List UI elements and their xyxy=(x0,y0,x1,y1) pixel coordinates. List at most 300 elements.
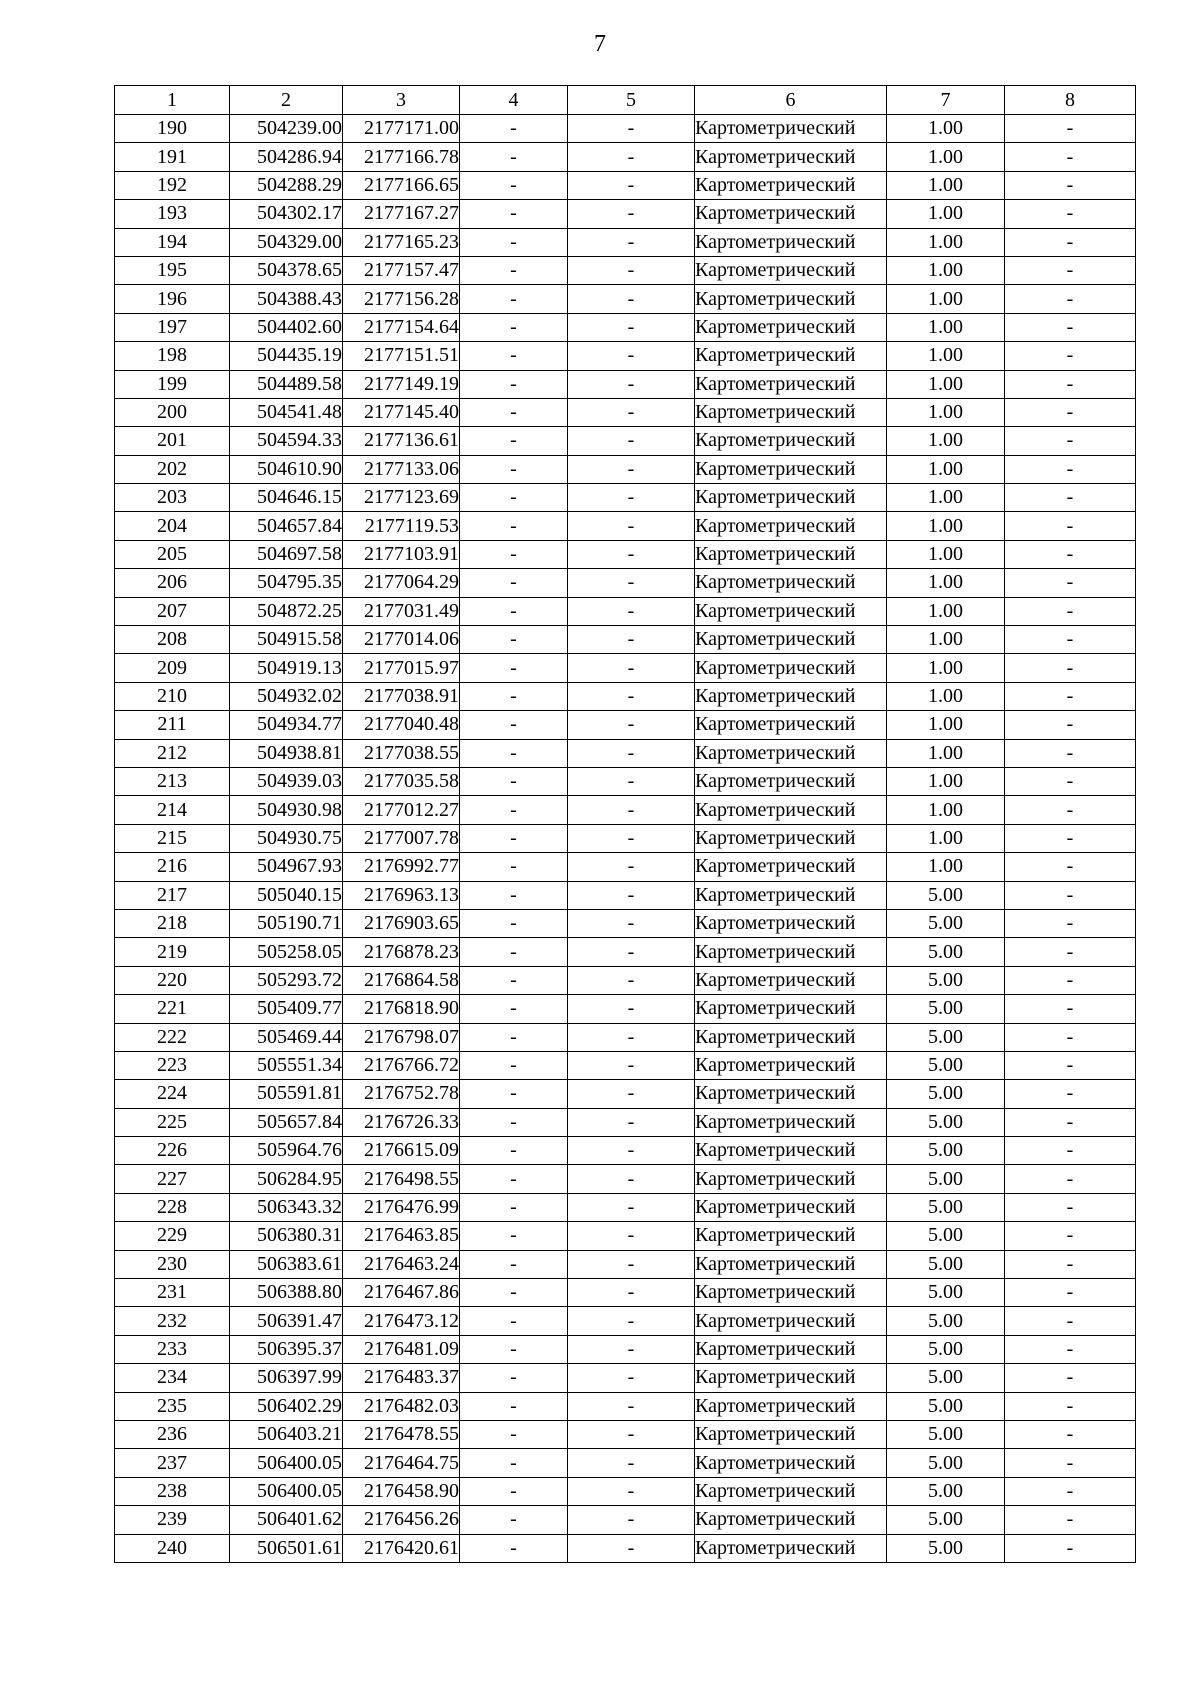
x-coordinate-cell: 504932.02 xyxy=(230,682,343,710)
col5-cell: - xyxy=(568,796,695,824)
y-coordinate-cell: 2176963.13 xyxy=(343,881,460,909)
method-cell: Картометрический xyxy=(695,313,887,341)
x-coordinate-cell: 506383.61 xyxy=(230,1250,343,1278)
accuracy-cell: 5.00 xyxy=(887,966,1005,994)
point-number-cell: 200 xyxy=(115,398,230,426)
col4-cell: - xyxy=(460,313,568,341)
point-number-cell: 205 xyxy=(115,540,230,568)
accuracy-cell: 1.00 xyxy=(887,853,1005,881)
col5-cell: - xyxy=(568,228,695,256)
accuracy-cell: 1.00 xyxy=(887,796,1005,824)
table-row xyxy=(115,938,1136,966)
method-cell: Картометрический xyxy=(695,115,887,143)
accuracy-cell: 5.00 xyxy=(887,1392,1005,1420)
point-number-cell: 215 xyxy=(115,824,230,852)
col8-cell: - xyxy=(1005,540,1136,568)
accuracy-cell: 1.00 xyxy=(887,626,1005,654)
method-cell: Картометрический xyxy=(695,824,887,852)
table-row xyxy=(115,1165,1136,1193)
y-coordinate-cell: 2176463.24 xyxy=(343,1250,460,1278)
y-coordinate-cell: 2176903.65 xyxy=(343,909,460,937)
method-cell: Картометрический xyxy=(695,398,887,426)
accuracy-cell: 1.00 xyxy=(887,824,1005,852)
point-number-cell: 214 xyxy=(115,796,230,824)
col8-cell: - xyxy=(1005,313,1136,341)
point-number-cell: 226 xyxy=(115,1137,230,1165)
accuracy-cell: 1.00 xyxy=(887,285,1005,313)
accuracy-cell: 5.00 xyxy=(887,1449,1005,1477)
point-number-cell: 194 xyxy=(115,228,230,256)
y-coordinate-cell: 2176798.07 xyxy=(343,1023,460,1051)
col5-cell: - xyxy=(568,1364,695,1392)
method-cell: Картометрический xyxy=(695,540,887,568)
col4-cell: - xyxy=(460,1279,568,1307)
col5-cell: - xyxy=(568,1051,695,1079)
table-row xyxy=(115,200,1136,228)
col5-cell: - xyxy=(568,1108,695,1136)
col4-cell: - xyxy=(460,711,568,739)
method-cell: Картометрический xyxy=(695,1279,887,1307)
y-coordinate-cell: 2177166.78 xyxy=(343,143,460,171)
col8-cell: - xyxy=(1005,398,1136,426)
method-cell: Картометрический xyxy=(695,370,887,398)
table-row xyxy=(115,597,1136,625)
column-header: 2 xyxy=(230,86,343,115)
x-coordinate-cell: 505409.77 xyxy=(230,995,343,1023)
y-coordinate-cell: 2177007.78 xyxy=(343,824,460,852)
col4-cell: - xyxy=(460,228,568,256)
table-row xyxy=(115,1534,1136,1562)
table-row xyxy=(115,1250,1136,1278)
x-coordinate-cell: 506284.95 xyxy=(230,1165,343,1193)
x-coordinate-cell: 504388.43 xyxy=(230,285,343,313)
col4-cell: - xyxy=(460,200,568,228)
accuracy-cell: 1.00 xyxy=(887,455,1005,483)
x-coordinate-cell: 506391.47 xyxy=(230,1307,343,1335)
table-row xyxy=(115,256,1136,284)
col4-cell: - xyxy=(460,370,568,398)
col8-cell: - xyxy=(1005,484,1136,512)
point-number-cell: 225 xyxy=(115,1108,230,1136)
col5-cell: - xyxy=(568,966,695,994)
col4-cell: - xyxy=(460,1222,568,1250)
x-coordinate-cell: 505293.72 xyxy=(230,966,343,994)
point-number-cell: 227 xyxy=(115,1165,230,1193)
point-number-cell: 232 xyxy=(115,1307,230,1335)
method-cell: Картометрический xyxy=(695,711,887,739)
col4-cell: - xyxy=(460,739,568,767)
x-coordinate-cell: 506380.31 xyxy=(230,1222,343,1250)
col4-cell: - xyxy=(460,654,568,682)
col5-cell: - xyxy=(568,1534,695,1562)
point-number-cell: 211 xyxy=(115,711,230,739)
accuracy-cell: 1.00 xyxy=(887,767,1005,795)
method-cell: Картометрический xyxy=(695,938,887,966)
accuracy-cell: 1.00 xyxy=(887,711,1005,739)
col4-cell: - xyxy=(460,1307,568,1335)
col8-cell: - xyxy=(1005,1080,1136,1108)
col5-cell: - xyxy=(568,711,695,739)
col5-cell: - xyxy=(568,938,695,966)
col4-cell: - xyxy=(460,1080,568,1108)
y-coordinate-cell: 2176476.99 xyxy=(343,1193,460,1221)
y-coordinate-cell: 2177166.65 xyxy=(343,171,460,199)
y-coordinate-cell: 2177031.49 xyxy=(343,597,460,625)
method-cell: Картометрический xyxy=(695,1420,887,1448)
col8-cell: - xyxy=(1005,1137,1136,1165)
col4-cell: - xyxy=(460,540,568,568)
y-coordinate-cell: 2177136.61 xyxy=(343,427,460,455)
point-number-cell: 229 xyxy=(115,1222,230,1250)
table-row xyxy=(115,1108,1136,1136)
x-coordinate-cell: 506402.29 xyxy=(230,1392,343,1420)
col8-cell: - xyxy=(1005,739,1136,767)
x-coordinate-cell: 506403.21 xyxy=(230,1420,343,1448)
method-cell: Картометрический xyxy=(695,484,887,512)
col4-cell: - xyxy=(460,597,568,625)
point-number-cell: 219 xyxy=(115,938,230,966)
table-row xyxy=(115,512,1136,540)
x-coordinate-cell: 504930.98 xyxy=(230,796,343,824)
y-coordinate-cell: 2176818.90 xyxy=(343,995,460,1023)
point-number-cell: 192 xyxy=(115,171,230,199)
x-coordinate-cell: 504938.81 xyxy=(230,739,343,767)
accuracy-cell: 1.00 xyxy=(887,370,1005,398)
y-coordinate-cell: 2176420.61 xyxy=(343,1534,460,1562)
col8-cell: - xyxy=(1005,455,1136,483)
col5-cell: - xyxy=(568,427,695,455)
x-coordinate-cell: 505591.81 xyxy=(230,1080,343,1108)
col8-cell: - xyxy=(1005,143,1136,171)
x-coordinate-cell: 504329.00 xyxy=(230,228,343,256)
col5-cell: - xyxy=(568,285,695,313)
col8-cell: - xyxy=(1005,342,1136,370)
x-coordinate-cell: 504435.19 xyxy=(230,342,343,370)
point-number-cell: 190 xyxy=(115,115,230,143)
table-row xyxy=(115,1335,1136,1363)
col8-cell: - xyxy=(1005,512,1136,540)
point-number-cell: 221 xyxy=(115,995,230,1023)
table-row xyxy=(115,1364,1136,1392)
col5-cell: - xyxy=(568,767,695,795)
y-coordinate-cell: 2177145.40 xyxy=(343,398,460,426)
col4-cell: - xyxy=(460,1051,568,1079)
y-coordinate-cell: 2177151.51 xyxy=(343,342,460,370)
table-row xyxy=(115,767,1136,795)
col5-cell: - xyxy=(568,1080,695,1108)
col4-cell: - xyxy=(460,626,568,654)
col4-cell: - xyxy=(460,398,568,426)
col4-cell: - xyxy=(460,569,568,597)
method-cell: Картометрический xyxy=(695,1307,887,1335)
y-coordinate-cell: 2177156.28 xyxy=(343,285,460,313)
col4-cell: - xyxy=(460,1364,568,1392)
accuracy-cell: 1.00 xyxy=(887,398,1005,426)
col8-cell: - xyxy=(1005,938,1136,966)
accuracy-cell: 5.00 xyxy=(887,1080,1005,1108)
x-coordinate-cell: 506401.62 xyxy=(230,1506,343,1534)
col5-cell: - xyxy=(568,1335,695,1363)
table-row xyxy=(115,626,1136,654)
accuracy-cell: 1.00 xyxy=(887,654,1005,682)
method-cell: Картометрический xyxy=(695,1506,887,1534)
point-number-cell: 212 xyxy=(115,739,230,767)
col8-cell: - xyxy=(1005,626,1136,654)
table-row xyxy=(115,824,1136,852)
point-number-cell: 199 xyxy=(115,370,230,398)
method-cell: Картометрический xyxy=(695,654,887,682)
table-row xyxy=(115,1051,1136,1079)
y-coordinate-cell: 2177119.53 xyxy=(343,512,460,540)
col8-cell: - xyxy=(1005,200,1136,228)
col5-cell: - xyxy=(568,540,695,568)
x-coordinate-cell: 506388.80 xyxy=(230,1279,343,1307)
y-coordinate-cell: 2177012.27 xyxy=(343,796,460,824)
header-row xyxy=(115,86,1136,115)
y-coordinate-cell: 2177015.97 xyxy=(343,654,460,682)
accuracy-cell: 5.00 xyxy=(887,1222,1005,1250)
col8-cell: - xyxy=(1005,569,1136,597)
col5-cell: - xyxy=(568,1193,695,1221)
col5-cell: - xyxy=(568,370,695,398)
point-number-cell: 197 xyxy=(115,313,230,341)
col4-cell: - xyxy=(460,767,568,795)
table-row xyxy=(115,1392,1136,1420)
y-coordinate-cell: 2177038.55 xyxy=(343,739,460,767)
point-number-cell: 233 xyxy=(115,1335,230,1363)
col4-cell: - xyxy=(460,1250,568,1278)
x-coordinate-cell: 506501.61 xyxy=(230,1534,343,1562)
col5-cell: - xyxy=(568,682,695,710)
table-row xyxy=(115,370,1136,398)
table-row xyxy=(115,484,1136,512)
accuracy-cell: 1.00 xyxy=(887,427,1005,455)
x-coordinate-cell: 504939.03 xyxy=(230,767,343,795)
accuracy-cell: 1.00 xyxy=(887,200,1005,228)
accuracy-cell: 5.00 xyxy=(887,1477,1005,1505)
table-row xyxy=(115,455,1136,483)
col4-cell: - xyxy=(460,1449,568,1477)
accuracy-cell: 5.00 xyxy=(887,1137,1005,1165)
point-number-cell: 210 xyxy=(115,682,230,710)
col5-cell: - xyxy=(568,1250,695,1278)
method-cell: Картометрический xyxy=(695,597,887,625)
y-coordinate-cell: 2176463.85 xyxy=(343,1222,460,1250)
accuracy-cell: 5.00 xyxy=(887,995,1005,1023)
point-number-cell: 224 xyxy=(115,1080,230,1108)
accuracy-cell: 1.00 xyxy=(887,569,1005,597)
method-cell: Картометрический xyxy=(695,626,887,654)
point-number-cell: 216 xyxy=(115,853,230,881)
x-coordinate-cell: 504378.65 xyxy=(230,256,343,284)
column-header: 8 xyxy=(1005,86,1136,115)
y-coordinate-cell: 2176458.90 xyxy=(343,1477,460,1505)
col5-cell: - xyxy=(568,1137,695,1165)
method-cell: Картометрический xyxy=(695,171,887,199)
col4-cell: - xyxy=(460,115,568,143)
table-row xyxy=(115,115,1136,143)
point-number-cell: 223 xyxy=(115,1051,230,1079)
col8-cell: - xyxy=(1005,1364,1136,1392)
col8-cell: - xyxy=(1005,1420,1136,1448)
point-number-cell: 208 xyxy=(115,626,230,654)
col4-cell: - xyxy=(460,1477,568,1505)
accuracy-cell: 1.00 xyxy=(887,171,1005,199)
table-row xyxy=(115,342,1136,370)
accuracy-cell: 1.00 xyxy=(887,739,1005,767)
col4-cell: - xyxy=(460,1193,568,1221)
method-cell: Картометрический xyxy=(695,1534,887,1562)
table-row xyxy=(115,853,1136,881)
accuracy-cell: 5.00 xyxy=(887,1108,1005,1136)
y-coordinate-cell: 2176478.55 xyxy=(343,1420,460,1448)
col5-cell: - xyxy=(568,1165,695,1193)
col8-cell: - xyxy=(1005,1477,1136,1505)
x-coordinate-cell: 505258.05 xyxy=(230,938,343,966)
col4-cell: - xyxy=(460,1392,568,1420)
method-cell: Картометрический xyxy=(695,1335,887,1363)
accuracy-cell: 1.00 xyxy=(887,484,1005,512)
col4-cell: - xyxy=(460,512,568,540)
x-coordinate-cell: 504915.58 xyxy=(230,626,343,654)
x-coordinate-cell: 504930.75 xyxy=(230,824,343,852)
col5-cell: - xyxy=(568,342,695,370)
method-cell: Картометрический xyxy=(695,1165,887,1193)
col4-cell: - xyxy=(460,1420,568,1448)
y-coordinate-cell: 2176992.77 xyxy=(343,853,460,881)
col5-cell: - xyxy=(568,398,695,426)
accuracy-cell: 5.00 xyxy=(887,1364,1005,1392)
y-coordinate-cell: 2176456.26 xyxy=(343,1506,460,1534)
x-coordinate-cell: 505657.84 xyxy=(230,1108,343,1136)
accuracy-cell: 1.00 xyxy=(887,228,1005,256)
table-row xyxy=(115,1477,1136,1505)
y-coordinate-cell: 2176752.78 xyxy=(343,1080,460,1108)
col5-cell: - xyxy=(568,824,695,852)
method-cell: Картометрический xyxy=(695,427,887,455)
table-row xyxy=(115,569,1136,597)
table-row xyxy=(115,711,1136,739)
accuracy-cell: 5.00 xyxy=(887,1534,1005,1562)
col4-cell: - xyxy=(460,796,568,824)
table-row xyxy=(115,1279,1136,1307)
col4-cell: - xyxy=(460,143,568,171)
method-cell: Картометрический xyxy=(695,285,887,313)
x-coordinate-cell: 504872.25 xyxy=(230,597,343,625)
col8-cell: - xyxy=(1005,881,1136,909)
y-coordinate-cell: 2177103.91 xyxy=(343,540,460,568)
x-coordinate-cell: 506395.37 xyxy=(230,1335,343,1363)
table-row xyxy=(115,540,1136,568)
x-coordinate-cell: 504302.17 xyxy=(230,200,343,228)
table-row xyxy=(115,313,1136,341)
point-number-cell: 206 xyxy=(115,569,230,597)
table-row xyxy=(115,143,1136,171)
col8-cell: - xyxy=(1005,228,1136,256)
method-cell: Картометрический xyxy=(695,1051,887,1079)
col5-cell: - xyxy=(568,200,695,228)
point-number-cell: 220 xyxy=(115,966,230,994)
col5-cell: - xyxy=(568,654,695,682)
col4-cell: - xyxy=(460,853,568,881)
col4-cell: - xyxy=(460,427,568,455)
col4-cell: - xyxy=(460,1108,568,1136)
method-cell: Картометрический xyxy=(695,1449,887,1477)
col5-cell: - xyxy=(568,256,695,284)
method-cell: Картометрический xyxy=(695,739,887,767)
y-coordinate-cell: 2177171.00 xyxy=(343,115,460,143)
col5-cell: - xyxy=(568,1506,695,1534)
x-coordinate-cell: 504610.90 xyxy=(230,455,343,483)
col8-cell: - xyxy=(1005,171,1136,199)
point-number-cell: 236 xyxy=(115,1420,230,1448)
y-coordinate-cell: 2176878.23 xyxy=(343,938,460,966)
y-coordinate-cell: 2176864.58 xyxy=(343,966,460,994)
point-number-cell: 213 xyxy=(115,767,230,795)
col4-cell: - xyxy=(460,342,568,370)
table-row xyxy=(115,398,1136,426)
point-number-cell: 237 xyxy=(115,1449,230,1477)
x-coordinate-cell: 504934.77 xyxy=(230,711,343,739)
col4-cell: - xyxy=(460,824,568,852)
column-header: 5 xyxy=(568,86,695,115)
y-coordinate-cell: 2176473.12 xyxy=(343,1307,460,1335)
y-coordinate-cell: 2177165.23 xyxy=(343,228,460,256)
table-row xyxy=(115,285,1136,313)
col4-cell: - xyxy=(460,171,568,199)
accuracy-cell: 5.00 xyxy=(887,909,1005,937)
col5-cell: - xyxy=(568,1222,695,1250)
col5-cell: - xyxy=(568,626,695,654)
method-cell: Картометрический xyxy=(695,1080,887,1108)
accuracy-cell: 5.00 xyxy=(887,1506,1005,1534)
point-number-cell: 193 xyxy=(115,200,230,228)
accuracy-cell: 1.00 xyxy=(887,342,1005,370)
col4-cell: - xyxy=(460,995,568,1023)
col8-cell: - xyxy=(1005,427,1136,455)
point-number-cell: 230 xyxy=(115,1250,230,1278)
accuracy-cell: 5.00 xyxy=(887,1193,1005,1221)
table-row xyxy=(115,995,1136,1023)
col4-cell: - xyxy=(460,966,568,994)
col5-cell: - xyxy=(568,512,695,540)
col8-cell: - xyxy=(1005,966,1136,994)
x-coordinate-cell: 505551.34 xyxy=(230,1051,343,1079)
col8-cell: - xyxy=(1005,115,1136,143)
col5-cell: - xyxy=(568,881,695,909)
x-coordinate-cell: 504286.94 xyxy=(230,143,343,171)
method-cell: Картометрический xyxy=(695,200,887,228)
method-cell: Картометрический xyxy=(695,512,887,540)
method-cell: Картометрический xyxy=(695,1477,887,1505)
method-cell: Картометрический xyxy=(695,1364,887,1392)
y-coordinate-cell: 2177167.27 xyxy=(343,200,460,228)
point-number-cell: 231 xyxy=(115,1279,230,1307)
accuracy-cell: 1.00 xyxy=(887,512,1005,540)
col5-cell: - xyxy=(568,739,695,767)
col8-cell: - xyxy=(1005,256,1136,284)
col5-cell: - xyxy=(568,597,695,625)
x-coordinate-cell: 504697.58 xyxy=(230,540,343,568)
y-coordinate-cell: 2176498.55 xyxy=(343,1165,460,1193)
y-coordinate-cell: 2177133.06 xyxy=(343,455,460,483)
accuracy-cell: 5.00 xyxy=(887,1420,1005,1448)
col8-cell: - xyxy=(1005,1449,1136,1477)
point-number-cell: 201 xyxy=(115,427,230,455)
point-number-cell: 235 xyxy=(115,1392,230,1420)
accuracy-cell: 5.00 xyxy=(887,1023,1005,1051)
col8-cell: - xyxy=(1005,1392,1136,1420)
